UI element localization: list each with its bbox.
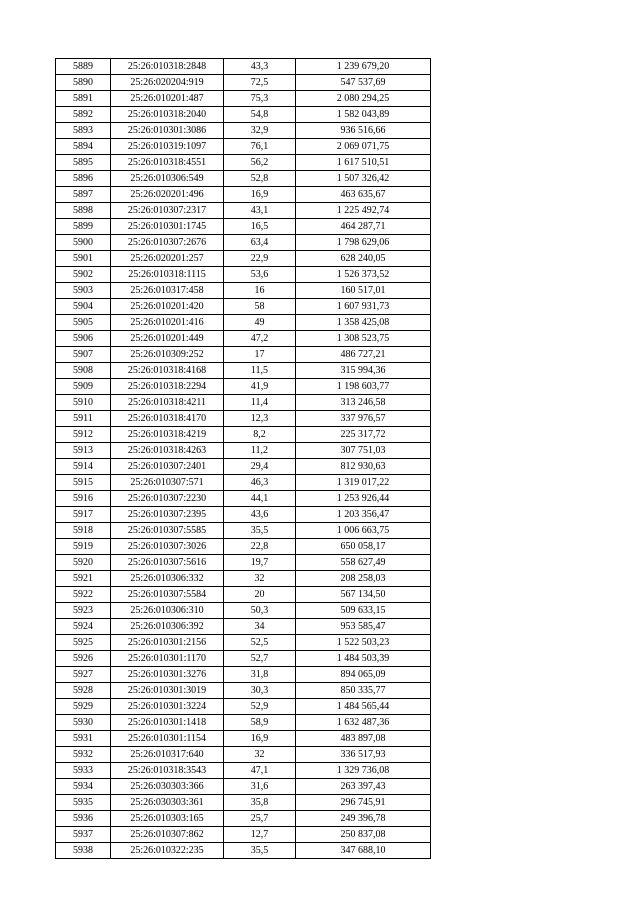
row-number-cell: 5914: [56, 459, 111, 475]
cadastral-value-cell: 1 203 356,47: [296, 507, 431, 523]
row-number-cell: 5895: [56, 155, 111, 171]
area-cell: 43,3: [224, 59, 296, 75]
table-row: [56, 155, 431, 171]
cadastral-value-cell: 547 537,69: [296, 75, 431, 91]
row-number-cell: 5890: [56, 75, 111, 91]
cadastral-number-cell: 25:26:010318:4211: [111, 395, 224, 411]
area-cell: 20: [224, 587, 296, 603]
table-row: [56, 667, 431, 683]
cadastral-number-cell: 25:26:010318:4551: [111, 155, 224, 171]
row-number-cell: 5930: [56, 715, 111, 731]
cadastral-value-cell: 1 198 603,77: [296, 379, 431, 395]
cadastral-number-cell: 25:26:010306:392: [111, 619, 224, 635]
cadastral-value-cell: 1 507 326,42: [296, 171, 431, 187]
cadastral-value-cell: 249 396,78: [296, 811, 431, 827]
cadastral-number-cell: 25:26:010318:4168: [111, 363, 224, 379]
cadastral-value-cell: 812 930,63: [296, 459, 431, 475]
area-cell: 75,3: [224, 91, 296, 107]
cadastral-value-cell: 1 329 736,08: [296, 763, 431, 779]
cadastral-number-cell: 25:26:010307:2676: [111, 235, 224, 251]
cadastral-number-cell: 25:26:010318:1115: [111, 267, 224, 283]
table-row: [56, 203, 431, 219]
row-number-cell: 5932: [56, 747, 111, 763]
table-row: [56, 747, 431, 763]
cadastral-number-cell: 25:26:010318:2848: [111, 59, 224, 75]
area-cell: 31,8: [224, 667, 296, 683]
cadastral-value-cell: 1 319 017,22: [296, 475, 431, 491]
cadastral-number-cell: 25:26:010301:3086: [111, 123, 224, 139]
table-row: [56, 619, 431, 635]
area-cell: 16,9: [224, 731, 296, 747]
cadastral-value-cell: 1 798 629,06: [296, 235, 431, 251]
cadastral-value-cell: 558 627,49: [296, 555, 431, 571]
cadastral-number-cell: 25:26:010307:862: [111, 827, 224, 843]
cadastral-number-cell: 25:26:010201:420: [111, 299, 224, 315]
cadastral-value-cell: 483 897,08: [296, 731, 431, 747]
area-cell: 30,3: [224, 683, 296, 699]
cadastral-value-cell: 1 225 492,74: [296, 203, 431, 219]
cadastral-value-cell: 1 522 503,23: [296, 635, 431, 651]
area-cell: 11,4: [224, 395, 296, 411]
cadastral-number-cell: 25:26:010318:2294: [111, 379, 224, 395]
cadastral-value-cell: 567 134,50: [296, 587, 431, 603]
cadastral-value-cell: 953 585,47: [296, 619, 431, 635]
area-cell: 50,3: [224, 603, 296, 619]
table-row: [56, 683, 431, 699]
cadastral-value-cell: 936 516,66: [296, 123, 431, 139]
table-row: [56, 59, 431, 75]
row-number-cell: 5929: [56, 699, 111, 715]
cadastral-value-cell: 1 239 679,20: [296, 59, 431, 75]
cadastral-value-cell: 208 258,03: [296, 571, 431, 587]
row-number-cell: 5916: [56, 491, 111, 507]
cadastral-number-cell: 25:26:010319:1097: [111, 139, 224, 155]
row-number-cell: 5915: [56, 475, 111, 491]
area-cell: 35,8: [224, 795, 296, 811]
cadastral-number-cell: 25:26:010301:1745: [111, 219, 224, 235]
row-number-cell: 5912: [56, 427, 111, 443]
row-number-cell: 5911: [56, 411, 111, 427]
area-cell: 35,5: [224, 843, 296, 859]
area-cell: 43,1: [224, 203, 296, 219]
cadastral-value-cell: 1 617 510,51: [296, 155, 431, 171]
cadastral-value-cell: 850 335,77: [296, 683, 431, 699]
table-row: [56, 443, 431, 459]
cadastral-number-cell: 25:26:010307:5585: [111, 523, 224, 539]
cadastral-value-cell: 463 635,67: [296, 187, 431, 203]
cadastral-number-cell: 25:26:010318:2040: [111, 107, 224, 123]
row-number-cell: 5923: [56, 603, 111, 619]
area-cell: 19,7: [224, 555, 296, 571]
cadastral-value-cell: 225 317,72: [296, 427, 431, 443]
area-cell: 52,5: [224, 635, 296, 651]
cadastral-value-cell: 1 582 043,89: [296, 107, 431, 123]
table-row: [56, 811, 431, 827]
table-row: [56, 363, 431, 379]
area-cell: 11,5: [224, 363, 296, 379]
table-row: [56, 219, 431, 235]
table-row: [56, 139, 431, 155]
area-cell: 58: [224, 299, 296, 315]
table-row: [56, 731, 431, 747]
table-row: [56, 171, 431, 187]
cadastral-number-cell: 25:26:010318:4263: [111, 443, 224, 459]
row-number-cell: 5901: [56, 251, 111, 267]
row-number-cell: 5919: [56, 539, 111, 555]
row-number-cell: 5909: [56, 379, 111, 395]
row-number-cell: 5920: [56, 555, 111, 571]
area-cell: 32,9: [224, 123, 296, 139]
row-number-cell: 5891: [56, 91, 111, 107]
cadastral-number-cell: 25:26:010307:5584: [111, 587, 224, 603]
row-number-cell: 5907: [56, 347, 111, 363]
cadastral-number-cell: 25:26:010301:1170: [111, 651, 224, 667]
cadastral-value-cell: 313 246,58: [296, 395, 431, 411]
table-row: [56, 491, 431, 507]
row-number-cell: 5924: [56, 619, 111, 635]
row-number-cell: 5934: [56, 779, 111, 795]
area-cell: 32: [224, 571, 296, 587]
table-row: [56, 187, 431, 203]
row-number-cell: 5913: [56, 443, 111, 459]
table-row: [56, 299, 431, 315]
row-number-cell: 5899: [56, 219, 111, 235]
area-cell: 34: [224, 619, 296, 635]
cadastral-value-cell: 296 745,91: [296, 795, 431, 811]
table-row: [56, 795, 431, 811]
area-cell: 47,1: [224, 763, 296, 779]
row-number-cell: 5933: [56, 763, 111, 779]
cadastral-value-cell: 2 069 071,75: [296, 139, 431, 155]
cadastral-value-cell: 337 976,57: [296, 411, 431, 427]
row-number-cell: 5896: [56, 171, 111, 187]
cadastral-value-cell: 263 397,43: [296, 779, 431, 795]
area-cell: 47,2: [224, 331, 296, 347]
table-row: [56, 75, 431, 91]
table-row: [56, 651, 431, 667]
area-cell: 11,2: [224, 443, 296, 459]
cadastral-number-cell: 25:26:010201:416: [111, 315, 224, 331]
cadastral-number-cell: 25:26:010318:3543: [111, 763, 224, 779]
row-number-cell: 5906: [56, 331, 111, 347]
table-row: [56, 507, 431, 523]
row-number-cell: 5897: [56, 187, 111, 203]
cadastral-value-cell: 1 632 487,36: [296, 715, 431, 731]
table-row: [56, 539, 431, 555]
cadastral-number-cell: 25:26:010301:3019: [111, 683, 224, 699]
row-number-cell: 5938: [56, 843, 111, 859]
area-cell: 72,5: [224, 75, 296, 91]
table-row: [56, 107, 431, 123]
cadastral-value-cell: 347 688,10: [296, 843, 431, 859]
area-cell: 53,6: [224, 267, 296, 283]
row-number-cell: 5928: [56, 683, 111, 699]
area-cell: 52,8: [224, 171, 296, 187]
row-number-cell: 5917: [56, 507, 111, 523]
row-number-cell: 5903: [56, 283, 111, 299]
area-cell: 35,5: [224, 523, 296, 539]
area-cell: 52,9: [224, 699, 296, 715]
cadastral-number-cell: 25:26:010322:235: [111, 843, 224, 859]
cadastral-number-cell: 25:26:010307:3026: [111, 539, 224, 555]
area-cell: 41,9: [224, 379, 296, 395]
cadastral-value-cell: 1 526 373,52: [296, 267, 431, 283]
table-row: [56, 347, 431, 363]
cadastral-value-cell: 509 633,15: [296, 603, 431, 619]
area-cell: 16,5: [224, 219, 296, 235]
cadastral-value-cell: 315 994,36: [296, 363, 431, 379]
row-number-cell: 5925: [56, 635, 111, 651]
table-row: [56, 91, 431, 107]
area-cell: 76,1: [224, 139, 296, 155]
row-number-cell: 5893: [56, 123, 111, 139]
row-number-cell: 5904: [56, 299, 111, 315]
area-cell: 8,2: [224, 427, 296, 443]
property-registry-table: [55, 58, 431, 859]
cadastral-number-cell: 25:26:010317:458: [111, 283, 224, 299]
cadastral-value-cell: 250 837,08: [296, 827, 431, 843]
area-cell: 12,7: [224, 827, 296, 843]
cadastral-number-cell: 25:26:010306:332: [111, 571, 224, 587]
table-row: [56, 331, 431, 347]
table-row: [56, 523, 431, 539]
table-row: [56, 267, 431, 283]
row-number-cell: 5908: [56, 363, 111, 379]
row-number-cell: 5894: [56, 139, 111, 155]
table-row: [56, 603, 431, 619]
cadastral-number-cell: 25:26:010303:165: [111, 811, 224, 827]
area-cell: 22,9: [224, 251, 296, 267]
area-cell: 16,9: [224, 187, 296, 203]
table-row: [56, 843, 431, 859]
row-number-cell: 5902: [56, 267, 111, 283]
area-cell: 12,3: [224, 411, 296, 427]
row-number-cell: 5889: [56, 59, 111, 75]
row-number-cell: 5926: [56, 651, 111, 667]
cadastral-number-cell: 25:26:010201:449: [111, 331, 224, 347]
area-cell: 17: [224, 347, 296, 363]
area-cell: 25,7: [224, 811, 296, 827]
row-number-cell: 5936: [56, 811, 111, 827]
table-row: [56, 827, 431, 843]
cadastral-number-cell: 25:26:010317:640: [111, 747, 224, 763]
cadastral-number-cell: 25:26:010307:571: [111, 475, 224, 491]
table-row: [56, 251, 431, 267]
area-cell: 54,8: [224, 107, 296, 123]
table-row: [56, 779, 431, 795]
registry-table-body: [56, 59, 431, 859]
cadastral-value-cell: 1 006 663,75: [296, 523, 431, 539]
row-number-cell: 5921: [56, 571, 111, 587]
cadastral-value-cell: 486 727,21: [296, 347, 431, 363]
row-number-cell: 5935: [56, 795, 111, 811]
row-number-cell: 5922: [56, 587, 111, 603]
cadastral-number-cell: 25:26:020204:919: [111, 75, 224, 91]
cadastral-number-cell: 25:26:010318:4219: [111, 427, 224, 443]
cadastral-value-cell: 894 065,09: [296, 667, 431, 683]
cadastral-number-cell: 25:26:010301:1154: [111, 731, 224, 747]
area-cell: 22,8: [224, 539, 296, 555]
cadastral-number-cell: 25:26:010307:2401: [111, 459, 224, 475]
cadastral-number-cell: 25:26:010307:2395: [111, 507, 224, 523]
table-row: [56, 699, 431, 715]
cadastral-value-cell: 1 607 931,73: [296, 299, 431, 315]
area-cell: 16: [224, 283, 296, 299]
area-cell: 56,2: [224, 155, 296, 171]
table-row: [56, 427, 431, 443]
cadastral-value-cell: 1 484 503,39: [296, 651, 431, 667]
area-cell: 44,1: [224, 491, 296, 507]
table-row: [56, 123, 431, 139]
cadastral-value-cell: 336 517,93: [296, 747, 431, 763]
cadastral-number-cell: 25:26:010306:310: [111, 603, 224, 619]
area-cell: 32: [224, 747, 296, 763]
cadastral-value-cell: 1 253 926,44: [296, 491, 431, 507]
cadastral-value-cell: 1 484 565,44: [296, 699, 431, 715]
cadastral-number-cell: 25:26:010301:3276: [111, 667, 224, 683]
table-row: [56, 315, 431, 331]
table-row: [56, 283, 431, 299]
table-row: [56, 715, 431, 731]
area-cell: 29,4: [224, 459, 296, 475]
cadastral-value-cell: 160 517,01: [296, 283, 431, 299]
table-row: [56, 635, 431, 651]
cadastral-value-cell: 2 080 294,25: [296, 91, 431, 107]
cadastral-number-cell: 25:26:020201:257: [111, 251, 224, 267]
row-number-cell: 5892: [56, 107, 111, 123]
cadastral-number-cell: 25:26:010301:3224: [111, 699, 224, 715]
row-number-cell: 5918: [56, 523, 111, 539]
table-row: [56, 555, 431, 571]
table-row: [56, 475, 431, 491]
table-row: [56, 379, 431, 395]
cadastral-number-cell: 25:26:010301:1418: [111, 715, 224, 731]
area-cell: 46,3: [224, 475, 296, 491]
table-row: [56, 459, 431, 475]
cadastral-number-cell: 25:26:030303:366: [111, 779, 224, 795]
row-number-cell: 5900: [56, 235, 111, 251]
area-cell: 63,4: [224, 235, 296, 251]
row-number-cell: 5905: [56, 315, 111, 331]
row-number-cell: 5937: [56, 827, 111, 843]
area-cell: 43,6: [224, 507, 296, 523]
cadastral-number-cell: 25:26:010307:2230: [111, 491, 224, 507]
cadastral-number-cell: 25:26:010309:252: [111, 347, 224, 363]
table-row: [56, 411, 431, 427]
cadastral-value-cell: 1 308 523,75: [296, 331, 431, 347]
cadastral-number-cell: 25:26:010306:549: [111, 171, 224, 187]
cadastral-number-cell: 25:26:010307:5616: [111, 555, 224, 571]
cadastral-number-cell: 25:26:010307:2317: [111, 203, 224, 219]
table-row: [56, 571, 431, 587]
cadastral-value-cell: 628 240,05: [296, 251, 431, 267]
row-number-cell: 5910: [56, 395, 111, 411]
table-row: [56, 587, 431, 603]
row-number-cell: 5898: [56, 203, 111, 219]
cadastral-number-cell: 25:26:030303:361: [111, 795, 224, 811]
row-number-cell: 5927: [56, 667, 111, 683]
cadastral-value-cell: 650 058,17: [296, 539, 431, 555]
table-row: [56, 395, 431, 411]
area-cell: 52,7: [224, 651, 296, 667]
area-cell: 31,6: [224, 779, 296, 795]
cadastral-number-cell: 25:26:020201:496: [111, 187, 224, 203]
row-number-cell: 5931: [56, 731, 111, 747]
cadastral-value-cell: 307 751,03: [296, 443, 431, 459]
cadastral-number-cell: 25:26:010201:487: [111, 91, 224, 107]
area-cell: 58,9: [224, 715, 296, 731]
area-cell: 49: [224, 315, 296, 331]
cadastral-number-cell: 25:26:010318:4170: [111, 411, 224, 427]
table-row: [56, 763, 431, 779]
cadastral-value-cell: 464 287,71: [296, 219, 431, 235]
cadastral-number-cell: 25:26:010301:2156: [111, 635, 224, 651]
cadastral-value-cell: 1 358 425,08: [296, 315, 431, 331]
table-row: [56, 235, 431, 251]
